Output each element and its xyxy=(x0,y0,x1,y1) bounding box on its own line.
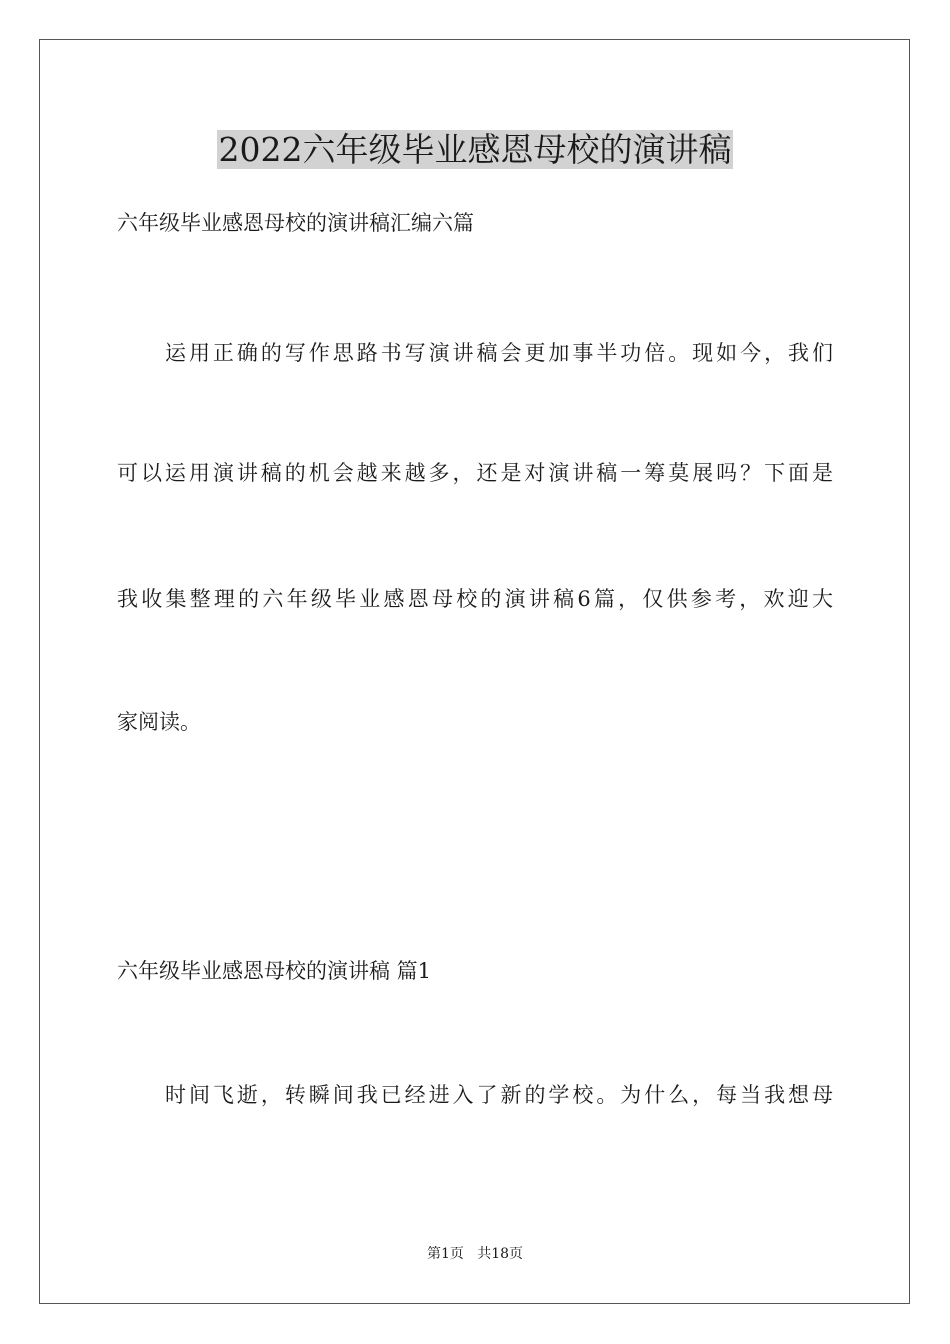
intro-paragraph-line-4: 家阅读。 xyxy=(117,710,201,734)
intro-paragraph-line-3: 我收集整理的六年级毕业感恩母校的演讲稿6篇，仅供参考，欢迎大 xyxy=(117,587,833,611)
document-title-text: 2022六年级毕业感恩母校的演讲稿 xyxy=(218,130,732,169)
intro-paragraph-line-2: 可以运用演讲稿的机会越来越多，还是对演讲稿一筹莫展吗？下面是 xyxy=(117,461,833,485)
page-footer: 第1页 共18页 xyxy=(426,1246,524,1262)
section-heading: 六年级毕业感恩母校的演讲稿 篇1 xyxy=(117,959,432,983)
document-subtitle: 六年级毕业感恩母校的演讲稿汇编六篇 xyxy=(117,211,474,235)
section-paragraph-line-1: 时间飞逝，转瞬间我已经进入了新的学校。为什么，每当我想母 xyxy=(165,1083,833,1107)
intro-paragraph-line-1: 运用正确的写作思路书写演讲稿会更加事半功倍。现如今，我们 xyxy=(165,341,833,365)
document-title xyxy=(0,128,950,172)
